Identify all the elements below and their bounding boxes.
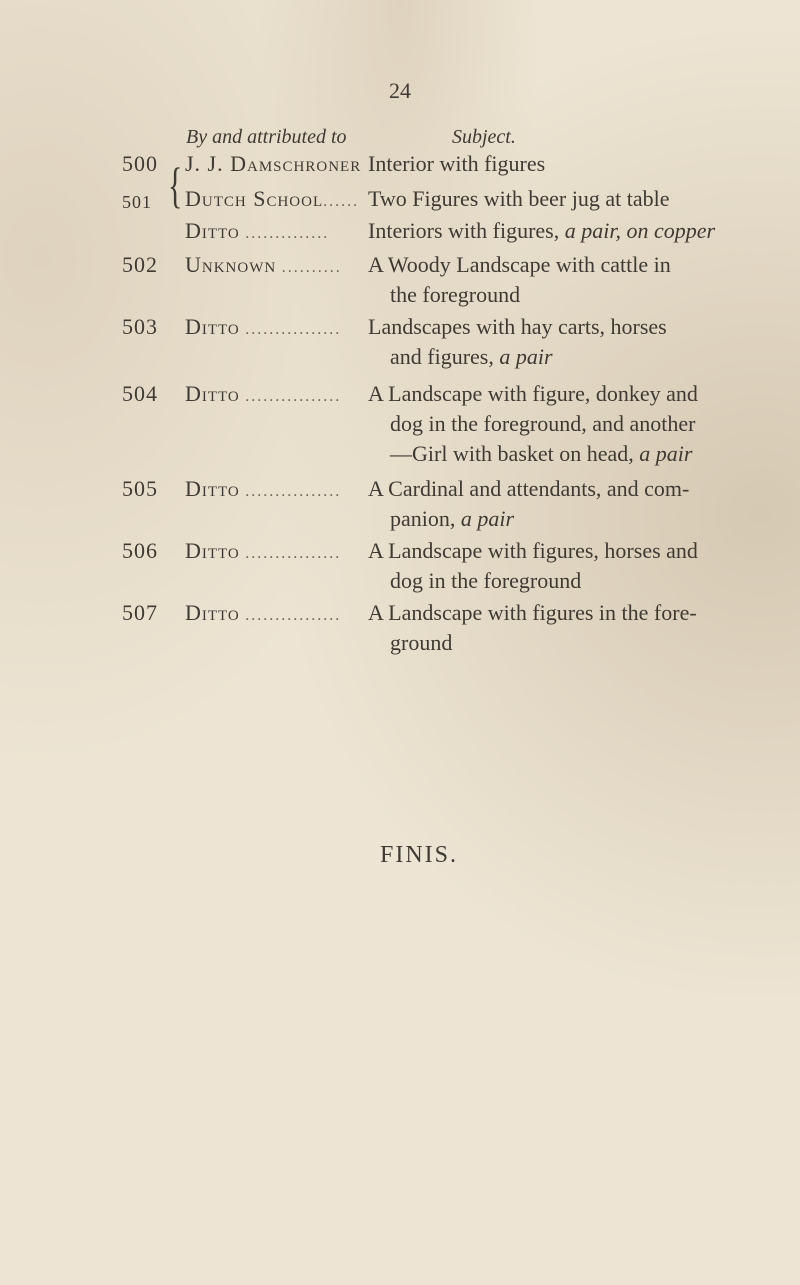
lot-attribution: Ditto ................ — [185, 381, 342, 406]
lot-attribution: Dutch School...... — [185, 186, 360, 211]
lot-attribution: Ditto ................ — [185, 476, 342, 501]
lot-attribution: Ditto ................ — [185, 538, 342, 563]
lot-number: 505 — [122, 476, 158, 501]
lot-subject: A Landscape with figure, donkey and dog in the foreground, and another —Girl with basket on head, a pair — [368, 381, 698, 466]
column-header-subject: Subject. — [452, 126, 516, 148]
lot-number: 506 — [122, 538, 158, 563]
lot-number: 507 — [122, 600, 158, 625]
lot-number: 502 — [122, 252, 158, 277]
lot-subject: A Cardinal and attendants, and com- panion, a pair — [368, 476, 690, 531]
lot-number: 503 — [122, 314, 158, 339]
lot-subject: A Landscape with figures in the fore- ground — [368, 600, 697, 655]
lot-subject: Two Figures with beer jug at table — [368, 186, 670, 211]
page-number: 24 — [389, 78, 411, 103]
lot-subject: A Woody Landscape with cattle in the foreground — [368, 252, 671, 307]
lot-subject: Interiors with figures, a pair, on copper — [368, 218, 716, 243]
lot-attribution: Ditto ................ — [185, 600, 342, 625]
lot-number: 500 — [122, 151, 158, 176]
lot-attribution: Ditto ................ — [185, 314, 342, 339]
lot-number: 501 — [122, 192, 152, 212]
lot-subject: Interior with figures — [368, 151, 546, 176]
column-header-attribution: By and attributed to — [186, 126, 347, 148]
lot-subject: A Landscape with figures, horses and dog in the foreground — [368, 538, 698, 593]
lot-subject: Landscapes with hay carts, horses and figures, a pair — [368, 314, 667, 369]
lot-attribution: Ditto .............. — [185, 218, 330, 243]
lot-number: 504 — [122, 381, 158, 406]
finis-text: FINIS. — [380, 842, 459, 868]
lot-attribution: Unknown .......... — [185, 252, 342, 277]
brace-glyph: { — [168, 157, 183, 213]
lot-attribution: J. J. Damschroner — [185, 151, 362, 176]
